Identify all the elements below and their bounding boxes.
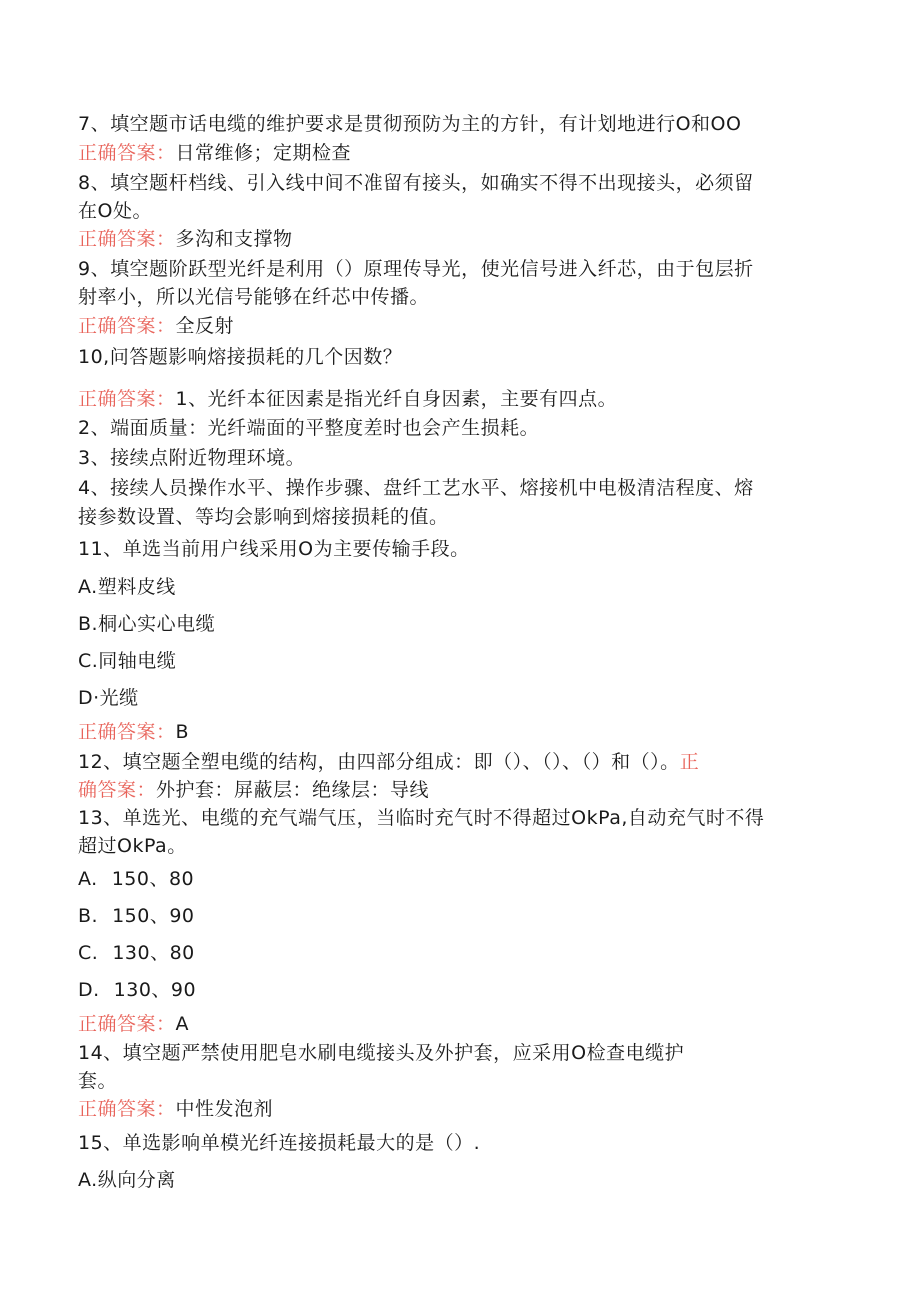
option-11-d: D·光缆 bbox=[78, 687, 139, 709]
option-13-d: D. 130、90 bbox=[78, 979, 197, 1001]
answer-13: 正确答案：A bbox=[78, 1013, 190, 1035]
answer-10-line-2: 2、端面质量：光纤端面的平整度差时也会产生损耗。 bbox=[78, 417, 540, 439]
answer-10-line-5: 接参数设置、等均会影响到熔接损耗的值。 bbox=[78, 506, 449, 528]
answer-8: 正确答案：多沟和支撑物 bbox=[78, 228, 293, 250]
option-13-a: A. 150、80 bbox=[78, 868, 195, 890]
answer-label: 正确答案： bbox=[78, 1013, 176, 1035]
question-14-line-1: 14、填空题严禁使用肥皂水刷电缆接头及外护套，应采用O检查电缆护 bbox=[78, 1042, 685, 1064]
question-8-line-1: 8、填空题杆档线、引入线中间不准留有接头，如确实不得不出现接头，必须留 bbox=[78, 172, 754, 194]
question-10: 10,问答题影响熔接损耗的几个因数？ bbox=[78, 346, 403, 368]
question-15: 15、单选影响单模光纤连接损耗最大的是（）. bbox=[78, 1132, 481, 1154]
question-7: 7、填空题市话电缆的维护要求是贯彻预防为主的方针，有计划地进行O和OO bbox=[78, 113, 742, 135]
answer-10-line-4: 4、接续人员操作水平、操作步骤、盘纤工艺水平、熔接机中电极清洁程度、熔 bbox=[78, 477, 754, 499]
answer-label: 正确答案： bbox=[78, 388, 176, 410]
question-9-line-2: 射率小，所以光信号能够在纤芯中传播。 bbox=[78, 286, 430, 308]
option-15-a: A.纵向分离 bbox=[78, 1169, 176, 1191]
question-12-line-1: 12、填空题全塑电缆的结构，由四部分组成：即（）、（）、（）和（）。正 bbox=[78, 751, 700, 773]
answer-label: 正确答案： bbox=[78, 315, 176, 337]
answer-10-line-3: 3、接续点附近物理环境。 bbox=[78, 447, 306, 469]
option-13-b: B. 150、90 bbox=[78, 905, 195, 927]
answer-label: 确答案： bbox=[78, 779, 157, 801]
answer-11: 正确答案：B bbox=[78, 721, 190, 743]
option-11-c: C.同轴电缆 bbox=[78, 650, 177, 672]
option-11-a: A.塑料皮线 bbox=[78, 576, 176, 598]
answer-10-line-1: 正确答案：1、光纤本征因素是指光纤自身因素，主要有四点。 bbox=[78, 388, 618, 410]
option-11-b: B.桐心实心电缆 bbox=[78, 613, 216, 635]
answer-label: 正确答案： bbox=[78, 142, 176, 164]
answer-label: 正确答案： bbox=[78, 228, 176, 250]
answer-14: 正确答案：中性发泡剂 bbox=[78, 1098, 274, 1120]
question-13-line-1: 13、单选光、电缆的充气端气压，当临时充气时不得超过OkPa,自动充气时不得 bbox=[78, 807, 765, 829]
question-11: 11、单选当前用户线采用O为主要传输手段。 bbox=[78, 538, 470, 560]
question-9-line-1: 9、填空题阶跃型光纤是利用（）原理传导光，使光信号进入纤芯，由于包层折 bbox=[78, 258, 754, 280]
option-13-c: C. 130、80 bbox=[78, 942, 195, 964]
answer-7: 正确答案：日常维修；定期检查 bbox=[78, 142, 352, 164]
question-13-line-2: 超过OkPa。 bbox=[78, 835, 187, 857]
answer-label: 正确答案： bbox=[78, 1098, 176, 1120]
question-12-line-2: 确答案：外护套：屏蔽层：绝缘层：导线 bbox=[78, 779, 430, 801]
answer-9: 正确答案：全反射 bbox=[78, 315, 235, 337]
question-8-line-2: 在O处。 bbox=[78, 200, 152, 222]
question-14-line-2: 套。 bbox=[78, 1070, 118, 1092]
answer-label: 正确答案： bbox=[78, 721, 176, 743]
